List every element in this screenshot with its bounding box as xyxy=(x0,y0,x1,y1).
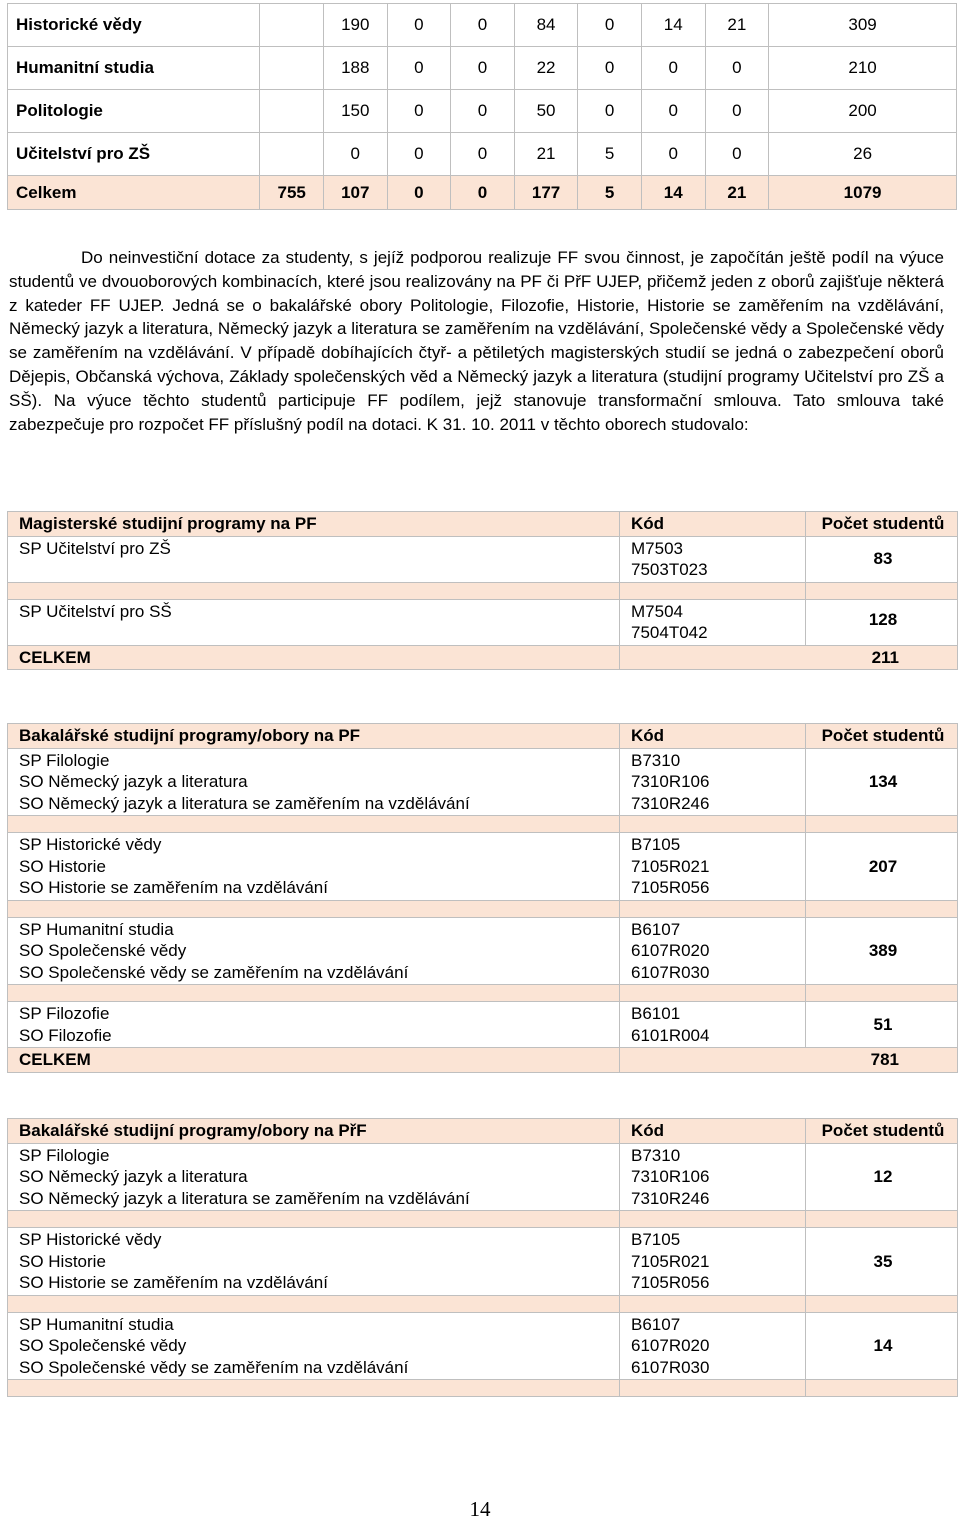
summary-cell: 0 xyxy=(578,4,642,47)
summary-cell: 0 xyxy=(451,176,515,210)
summary-row-label: Učitelství pro ZŠ xyxy=(8,133,260,176)
header-program: Bakalářské studijní programy/obory na PřF xyxy=(8,1119,620,1144)
header-count: Počet studentů xyxy=(806,724,958,749)
summary-cell: 0 xyxy=(387,133,451,176)
program-line: SO Německý jazyk a literatura se zaměřením na vzdělávání xyxy=(19,1188,470,1208)
program-line: SP Humanitní studia xyxy=(19,1314,174,1334)
program-cell xyxy=(8,1002,620,1048)
summary-cell xyxy=(260,4,324,47)
table-header xyxy=(8,512,958,537)
summary-cell: 0 xyxy=(387,4,451,47)
table-row xyxy=(8,833,958,901)
program-line: SP Historické vědy xyxy=(19,835,162,854)
count-cell: 83 xyxy=(806,536,958,582)
summary-row-label: Historické vědy xyxy=(8,4,260,47)
summary-cell: 0 xyxy=(578,90,642,133)
summary-cell: 5 xyxy=(578,176,642,210)
code-line: 7310R106 xyxy=(631,1167,710,1186)
magister-programs-table xyxy=(7,511,958,670)
program-cell xyxy=(8,1143,620,1211)
code-line: B7310 xyxy=(631,1145,681,1165)
count-cell: 134 xyxy=(806,748,958,816)
code-cell xyxy=(620,1312,806,1380)
header-code: Kód xyxy=(620,512,806,537)
summary-cell: 0 xyxy=(323,133,387,176)
spacer-row xyxy=(8,582,958,599)
code-cell xyxy=(620,1002,806,1048)
table-row xyxy=(8,917,958,985)
summary-cell xyxy=(260,133,324,176)
table-row xyxy=(8,1143,958,1211)
program-line: SP Filologie xyxy=(19,1145,110,1165)
header-count: Počet studentů xyxy=(806,512,958,537)
program-line: SO Společenské vědy xyxy=(19,1336,187,1355)
table-row xyxy=(8,1002,958,1048)
code-line: 7105R056 xyxy=(631,1273,710,1292)
program-line: SO Historie xyxy=(19,856,106,876)
table-row xyxy=(8,599,958,645)
program-line: SP Filologie xyxy=(19,750,110,770)
count-cell: 14 xyxy=(806,1312,958,1380)
summary-cell: 14 xyxy=(641,4,705,47)
summary-cell: 21 xyxy=(514,133,578,176)
code-cell xyxy=(620,1228,806,1296)
total-label: CELKEM xyxy=(8,1048,620,1073)
header-code: Kód xyxy=(620,1119,806,1144)
program-line: SO Filozofie xyxy=(19,1025,112,1045)
code-line: 6101R004 xyxy=(631,1025,710,1045)
program-line: SO Historie xyxy=(19,1251,106,1271)
program-line: SP Filozofie xyxy=(19,1004,110,1023)
spacer-row xyxy=(8,1295,958,1312)
program-line: SO Společenské vědy se zaměřením na vzdělávání xyxy=(19,1357,409,1377)
summary-cell: 200 xyxy=(769,90,957,133)
summary-cell: 21 xyxy=(705,176,769,210)
code-cell xyxy=(620,748,806,816)
program-line: SP Učitelství pro SŠ xyxy=(19,601,172,621)
program-line: SP Učitelství pro ZŠ xyxy=(19,538,171,558)
code-line: 6107R030 xyxy=(631,1357,710,1377)
summary-row-label: Humanitní studia xyxy=(8,47,260,90)
bachelor-prf-programs-table xyxy=(7,1118,958,1397)
summary-cell: 26 xyxy=(769,133,957,176)
code-line: M7503 xyxy=(631,538,683,558)
summary-cell: 5 xyxy=(578,133,642,176)
summary-cell: 0 xyxy=(451,47,515,90)
count-cell: 35 xyxy=(806,1228,958,1296)
code-cell xyxy=(620,536,806,582)
table-row xyxy=(8,536,958,582)
summary-cell: 0 xyxy=(705,90,769,133)
table-header xyxy=(8,724,958,749)
code-line: 7310R246 xyxy=(631,1188,710,1208)
code-line: M7504 xyxy=(631,601,683,621)
code-line: B6107 xyxy=(631,1314,681,1334)
count-cell: 128 xyxy=(806,599,958,645)
code-line: B7105 xyxy=(631,1230,681,1249)
summary-table xyxy=(7,3,957,210)
summary-cell: 0 xyxy=(578,47,642,90)
code-line: B6101 xyxy=(631,1004,681,1023)
program-cell xyxy=(8,1228,620,1296)
summary-cell xyxy=(260,47,324,90)
summary-cell: 0 xyxy=(451,133,515,176)
program-line: SO Historie se zaměřením na vzdělávání xyxy=(19,878,328,897)
summary-row-label: Celkem xyxy=(8,176,260,210)
count-cell: 51 xyxy=(806,1002,958,1048)
code-line: 7310R106 xyxy=(631,772,710,791)
program-line: SO Společenské vědy se zaměřením na vzdělávání xyxy=(19,962,409,982)
summary-cell: 755 xyxy=(260,176,324,210)
body-paragraph: Do neinvestiční dotace za studenty, s jejíž podporou realizuje FF svou činnost, je započítán ještě podíl na výuce studentů ve dvouoborových kombinacích, které jsou realizovány na PF či PřF UJEP, přičemž jeden z oborů zajišťuje některá z kateder FF UJEP. Jedná se o bakalářské obory Politologie, Filozofie, Historie, Historie se zaměřením na vzdělávání, Německý jazyk a literatura, Německý jazyk a literatura se zaměřením na vzdělávání, Společenské vědy a Společenské vědy se zaměřením na vzdělávání. V případě dobíhajících čtyř- a pětiletých magisterských studií se jedná o zabezpečení oborů Dějepis, Občanská výchova, Základy společenských věd a Německý jazyk a literatura (studijní programy Učitelství pro ZŠ a SŠ). Na výuce těchto studentů participuje FF podílem, jejž stanovuje transformační smlouva. Tato smlouva také zabezpečuje pro rozpočet FF příslušný podíl na dotaci. K 31. 10. 2011 v těchto oborech studovalo: xyxy=(9,248,944,434)
program-line: SP Humanitní studia xyxy=(19,919,174,939)
program-cell xyxy=(8,536,620,582)
summary-cell: 107 xyxy=(323,176,387,210)
code-cell xyxy=(620,1143,806,1211)
code-line: B6107 xyxy=(631,919,681,939)
summary-cell: 177 xyxy=(514,176,578,210)
code-line: 6107R030 xyxy=(631,962,710,982)
page-number: 14 xyxy=(469,1497,491,1521)
summary-row xyxy=(8,90,957,133)
program-line: SP Historické vědy xyxy=(19,1230,162,1249)
total-row xyxy=(8,1048,958,1073)
summary-cell: 150 xyxy=(323,90,387,133)
summary-cell: 0 xyxy=(451,4,515,47)
code-cell xyxy=(620,917,806,985)
summary-cell: 0 xyxy=(387,176,451,210)
program-cell xyxy=(8,1312,620,1380)
header-code: Kód xyxy=(620,724,806,749)
total-row xyxy=(8,645,958,670)
summary-cell: 0 xyxy=(387,47,451,90)
summary-row xyxy=(8,176,957,210)
spacer-row xyxy=(8,985,958,1002)
summary-row xyxy=(8,47,957,90)
summary-cell: 0 xyxy=(387,90,451,133)
program-cell xyxy=(8,599,620,645)
code-line: 7105R021 xyxy=(631,1251,710,1271)
summary-cell: 210 xyxy=(769,47,957,90)
total-value: 781 xyxy=(620,1048,958,1073)
summary-row xyxy=(8,133,957,176)
spacer-row xyxy=(8,1380,958,1397)
code-line: 6107R020 xyxy=(631,941,710,960)
summary-cell: 0 xyxy=(641,47,705,90)
code-line: 7105R021 xyxy=(631,856,710,876)
summary-cell xyxy=(260,90,324,133)
code-line: 6107R020 xyxy=(631,1336,710,1355)
code-line: 7105R056 xyxy=(631,878,710,897)
summary-cell: 0 xyxy=(705,133,769,176)
summary-cell: 309 xyxy=(769,4,957,47)
header-program: Bakalářské studijní programy/obory na PF xyxy=(8,724,620,749)
code-line: 7503T023 xyxy=(631,560,708,579)
summary-cell: 14 xyxy=(641,176,705,210)
code-cell xyxy=(620,599,806,645)
summary-cell: 1079 xyxy=(769,176,957,210)
total-value: 211 xyxy=(620,645,958,670)
total-label: CELKEM xyxy=(8,645,620,670)
count-cell: 207 xyxy=(806,833,958,901)
table-header xyxy=(8,1119,958,1144)
spacer-row xyxy=(8,900,958,917)
summary-cell: 0 xyxy=(451,90,515,133)
summary-row-label: Politologie xyxy=(8,90,260,133)
table-row xyxy=(8,748,958,816)
summary-cell: 0 xyxy=(641,133,705,176)
code-line: B7310 xyxy=(631,750,681,770)
program-line: SO Německý jazyk a literatura xyxy=(19,772,248,791)
code-cell xyxy=(620,833,806,901)
summary-row xyxy=(8,4,957,47)
header-program: Magisterské studijní programy na PF xyxy=(8,512,620,537)
summary-cell: 0 xyxy=(705,47,769,90)
program-line: SO Německý jazyk a literatura se zaměřením na vzdělávání xyxy=(19,793,470,813)
summary-cell: 188 xyxy=(323,47,387,90)
summary-cell: 190 xyxy=(323,4,387,47)
program-line: SO Společenské vědy xyxy=(19,941,187,960)
table-row xyxy=(8,1312,958,1380)
summary-cell: 50 xyxy=(514,90,578,133)
spacer-row xyxy=(8,1211,958,1228)
summary-cell: 21 xyxy=(705,4,769,47)
program-line: SO Historie se zaměřením na vzdělávání xyxy=(19,1273,328,1292)
spacer-row xyxy=(8,816,958,833)
code-line: B7105 xyxy=(631,835,681,854)
summary-cell: 22 xyxy=(514,47,578,90)
code-line: 7310R246 xyxy=(631,793,710,813)
program-cell xyxy=(8,833,620,901)
program-cell xyxy=(8,748,620,816)
table-row xyxy=(8,1228,958,1296)
header-count: Počet studentů xyxy=(806,1119,958,1144)
summary-cell: 84 xyxy=(514,4,578,47)
count-cell: 12 xyxy=(806,1143,958,1211)
summary-cell: 0 xyxy=(641,90,705,133)
bachelor-pf-programs-table xyxy=(7,723,958,1073)
count-cell: 389 xyxy=(806,917,958,985)
program-line: SO Německý jazyk a literatura xyxy=(19,1167,248,1186)
program-cell xyxy=(8,917,620,985)
code-line: 7504T042 xyxy=(631,623,708,642)
